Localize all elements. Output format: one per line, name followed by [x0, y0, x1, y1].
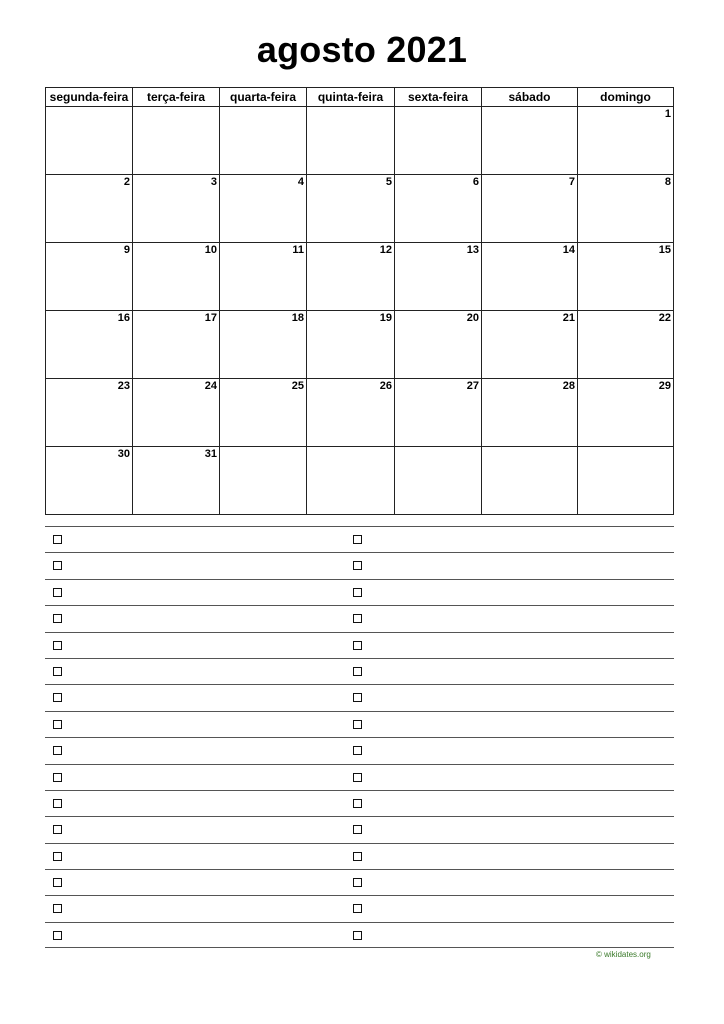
day-number: 2: [123, 176, 130, 188]
day-cell[interactable]: [307, 243, 395, 311]
day-number: [307, 447, 394, 448]
day-cell[interactable]: [220, 175, 307, 243]
day-cell[interactable]: [46, 447, 133, 515]
checkbox-left[interactable]: [53, 931, 62, 940]
checkbox-right[interactable]: [353, 825, 362, 834]
checklist-row: [45, 605, 674, 631]
day-cell[interactable]: [133, 447, 220, 515]
day-cell[interactable]: [46, 311, 133, 379]
checkbox-left[interactable]: [53, 667, 62, 676]
day-number: [395, 107, 481, 108]
calendar-week-row: [46, 311, 674, 379]
day-cell[interactable]: [395, 175, 482, 243]
checklist-row: [45, 790, 674, 816]
checkbox-right[interactable]: [353, 852, 362, 861]
day-number: 20: [466, 312, 479, 324]
checkbox-left[interactable]: [53, 799, 62, 808]
checkbox-right[interactable]: [353, 641, 362, 650]
day-cell[interactable]: [133, 311, 220, 379]
day-number: 19: [379, 312, 392, 324]
day-cell[interactable]: [578, 379, 674, 447]
day-number: [307, 107, 394, 108]
notes-checklist: [45, 526, 674, 948]
day-number: 10: [204, 244, 217, 256]
calendar-week-row: [46, 175, 674, 243]
weekday-header: domingo: [578, 88, 674, 107]
checkbox-right[interactable]: [353, 931, 362, 940]
day-number: [220, 447, 306, 448]
day-number: [133, 107, 219, 108]
checkbox-right[interactable]: [353, 561, 362, 570]
checkbox-left[interactable]: [53, 588, 62, 597]
checkbox-right[interactable]: [353, 588, 362, 597]
day-cell[interactable]: [395, 379, 482, 447]
checkbox-right[interactable]: [353, 667, 362, 676]
day-number: 17: [204, 312, 217, 324]
calendar-week-row: [46, 447, 674, 515]
day-cell[interactable]: [578, 243, 674, 311]
page-title: agosto 2021: [256, 29, 468, 70]
checklist-row: [45, 552, 674, 578]
checkbox-left[interactable]: [53, 825, 62, 834]
day-cell[interactable]: [482, 243, 578, 311]
day-cell[interactable]: [307, 379, 395, 447]
checklist-row: [45, 711, 674, 737]
day-cell[interactable]: [482, 107, 578, 175]
day-cell[interactable]: [133, 379, 220, 447]
checkbox-left[interactable]: [53, 746, 62, 755]
day-cell[interactable]: [578, 107, 674, 175]
checkbox-left[interactable]: [53, 535, 62, 544]
day-cell[interactable]: [220, 447, 307, 515]
day-cell[interactable]: [395, 243, 482, 311]
day-cell[interactable]: [220, 107, 307, 175]
checklist-row: [45, 895, 674, 921]
day-cell[interactable]: [307, 311, 395, 379]
checklist-row: [45, 737, 674, 763]
checkbox-right[interactable]: [353, 693, 362, 702]
day-number: [395, 447, 481, 448]
checklist-row: [45, 922, 674, 948]
day-cell[interactable]: [578, 175, 674, 243]
checklist-row: [45, 764, 674, 790]
day-cell[interactable]: [133, 175, 220, 243]
checkbox-right[interactable]: [353, 799, 362, 808]
day-number: 28: [562, 380, 575, 392]
day-number: 29: [658, 380, 671, 392]
day-number: 9: [123, 244, 130, 256]
calendar-week-row: [46, 379, 674, 447]
day-number: 18: [291, 312, 304, 324]
day-number: 26: [379, 380, 392, 392]
day-cell[interactable]: [307, 175, 395, 243]
checklist-row: [45, 658, 674, 684]
checkbox-left[interactable]: [53, 720, 62, 729]
weekday-header: sábado: [482, 88, 578, 107]
calendar-week-row: [46, 107, 674, 175]
checkbox-left[interactable]: [53, 693, 62, 702]
day-number: 23: [117, 380, 130, 392]
checkbox-right[interactable]: [353, 535, 362, 544]
day-cell[interactable]: [307, 447, 395, 515]
day-cell[interactable]: [220, 243, 307, 311]
weekday-header: terça-feira: [133, 88, 220, 107]
day-number: 30: [117, 448, 130, 460]
checkbox-right[interactable]: [353, 878, 362, 887]
checkbox-left[interactable]: [53, 641, 62, 650]
day-number: 12: [379, 244, 392, 256]
day-number: 7: [568, 176, 575, 188]
checkbox-right[interactable]: [353, 614, 362, 623]
day-number: 6: [472, 176, 479, 188]
day-cell[interactable]: [395, 447, 482, 515]
checklist-row: [45, 684, 674, 710]
calendar-week-row: [46, 243, 674, 311]
weekday-header: sexta-feira: [395, 88, 482, 107]
day-cell[interactable]: [578, 311, 674, 379]
checkbox-left[interactable]: [53, 561, 62, 570]
day-number: [482, 107, 577, 108]
checklist-row: [45, 869, 674, 895]
checkbox-right[interactable]: [353, 720, 362, 729]
day-number: 22: [658, 312, 671, 324]
weekday-header: quinta-feira: [307, 88, 395, 107]
checkbox-left[interactable]: [53, 614, 62, 623]
day-number: 27: [466, 380, 479, 392]
day-number: 5: [385, 176, 392, 188]
month-calendar: [45, 87, 674, 515]
checklist-row: [45, 526, 674, 552]
day-number: 3: [210, 176, 217, 188]
checklist-row: [45, 579, 674, 605]
day-number: 15: [658, 244, 671, 256]
day-number: 16: [117, 312, 130, 324]
weekday-header-row: [46, 88, 674, 107]
day-number: 31: [204, 448, 217, 460]
day-cell[interactable]: [482, 379, 578, 447]
day-cell[interactable]: [395, 107, 482, 175]
day-cell[interactable]: [46, 243, 133, 311]
weekday-header: quarta-feira: [220, 88, 307, 107]
day-cell[interactable]: [46, 107, 133, 175]
weekday-header: segunda-feira: [46, 88, 133, 107]
day-number: 11: [292, 244, 304, 256]
day-cell[interactable]: [220, 379, 307, 447]
checkbox-right[interactable]: [353, 773, 362, 782]
day-number: 14: [562, 244, 575, 256]
checkbox-right[interactable]: [353, 904, 362, 913]
day-cell[interactable]: [482, 311, 578, 379]
day-cell[interactable]: [133, 107, 220, 175]
day-cell[interactable]: [482, 447, 578, 515]
day-number: [220, 107, 306, 108]
day-cell[interactable]: [46, 175, 133, 243]
day-number: 25: [291, 380, 304, 392]
day-cell[interactable]: [482, 175, 578, 243]
day-cell[interactable]: [220, 311, 307, 379]
footer-credit: © wikidates.org: [596, 950, 651, 959]
checklist-row: [45, 816, 674, 842]
day-cell[interactable]: [395, 311, 482, 379]
day-cell[interactable]: [46, 379, 133, 447]
checklist-row: [45, 632, 674, 658]
day-cell[interactable]: [307, 107, 395, 175]
checkbox-left[interactable]: [53, 773, 62, 782]
checkbox-left[interactable]: [53, 852, 62, 861]
day-number: [578, 447, 673, 448]
day-number: [482, 447, 577, 448]
day-number: 1: [664, 108, 671, 120]
day-number: [46, 107, 132, 108]
day-cell[interactable]: [578, 447, 674, 515]
checkbox-left[interactable]: [53, 904, 62, 913]
checkbox-left[interactable]: [53, 878, 62, 887]
day-number: 24: [204, 380, 217, 392]
day-number: 8: [664, 176, 671, 188]
day-number: 21: [562, 312, 575, 324]
day-number: 4: [297, 176, 304, 188]
day-cell[interactable]: [133, 243, 220, 311]
checkbox-right[interactable]: [353, 746, 362, 755]
day-number: 13: [466, 244, 479, 256]
checklist-row: [45, 843, 674, 869]
